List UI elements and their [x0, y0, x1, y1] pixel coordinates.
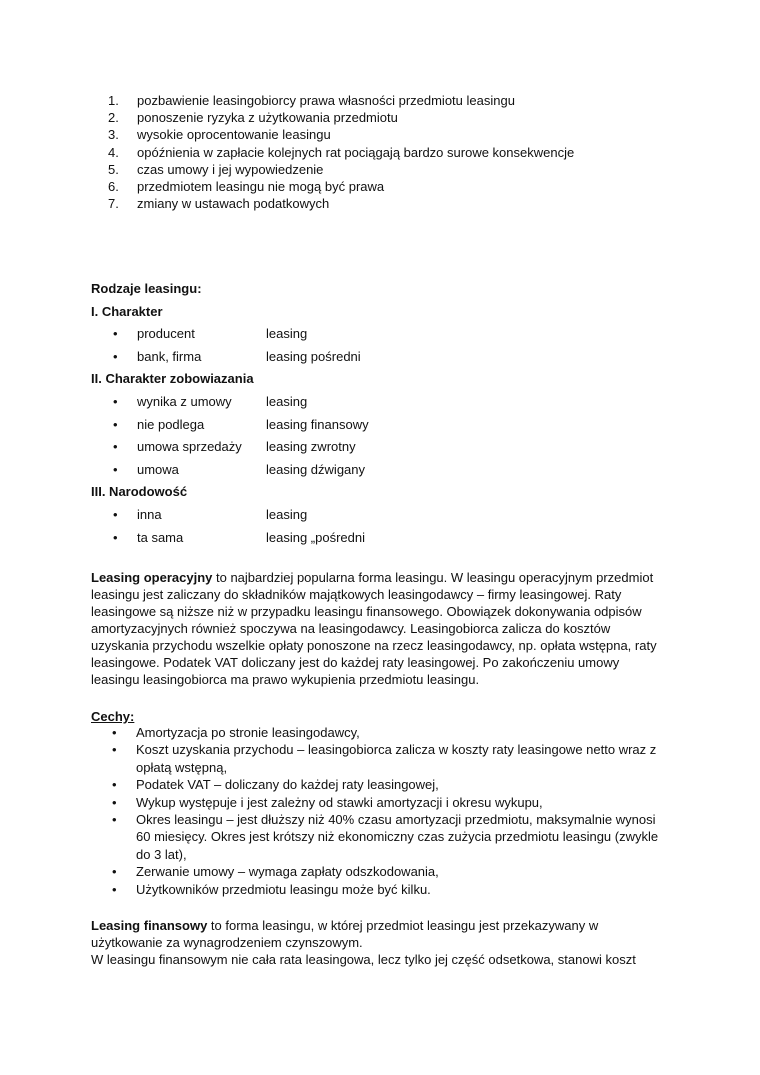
bullet: •: [112, 812, 117, 828]
term-financial: Leasing finansowy: [91, 918, 208, 933]
features-list: [112, 724, 672, 898]
type-row: • ta sama leasing „pośredni: [113, 529, 366, 545]
bullet: •: [112, 725, 117, 740]
bullet: •: [112, 881, 117, 897]
list-item: 7. zmiany w ustawach podatkowych: [108, 196, 330, 212]
list-item: 2. ponoszenie ryzyka z użytkowania przedmiotu: [108, 110, 398, 126]
list-item: 5. czas umowy i jej wypowiedzenie: [108, 161, 324, 177]
type-row: • wynika z umowy leasing: [113, 393, 308, 409]
list-item: • Podatek VAT – doliczany do każdej raty leasingowej,: [112, 777, 439, 793]
type-row: • producent leasing: [113, 326, 308, 342]
operating-leasing-paragraph: Leasing operacyjny to najbardziej popularna forma leasingu. W leasingu operacyjnym przedmiot leasingu jest zaliczany do składników majątkowych leasingodawcy – firmy leasingowej. Raty leasingowe są niższe niż w przypadku leasingu finansowego. Obowiązek dokonywania odpisów amortyzacyjnych również spoczywa na leasingodawcy. Leasingobiorca zalicza do kosztów uzyskania przychodu wszelkie opłaty ponoszone na rzecz leasingodawcy, np. opłata wstępna, raty leasingowe. Podatek VAT doliczany jest do każdej raty leasingowej. Po zakończeniu umowy leasingu leasingobiorca ma prawo wykupienia przedmiotu leasingu.: [91, 570, 657, 687]
type-row: • umowa sprzedaży leasing zwrotny: [113, 439, 356, 455]
list-item: • Użytkowników przedmiotu leasingu może być kilku.: [112, 881, 431, 897]
bullet: •: [112, 742, 117, 758]
financial-leasing-paragraph: Leasing finansowy to forma leasingu, w której przedmiot leasingu jest przekazywany w użytkowanie za wynagrodzeniem czynszowym. W leasingu finansowym nie cała rata leasingowa, lecz tylko jej część odsetkowa, stanowi koszt: [91, 918, 636, 967]
list-item: 4. opóźnienia w zapłacie kolejnych rat pociągają bardzo surowe konsekwencje: [108, 144, 575, 160]
list-item: 3. wysokie oprocentowanie leasingu: [108, 127, 331, 143]
group-heading: I. Charakter: [91, 303, 163, 319]
group-heading: III. Narodowość: [91, 484, 188, 500]
bullet: •: [113, 326, 118, 342]
bullet: •: [113, 439, 118, 455]
leasing-types-section: [91, 280, 691, 551]
section-title: Rodzaje leasingu:: [91, 281, 202, 296]
bullet: •: [112, 777, 117, 793]
type-row: • umowa leasing dźwigany: [113, 461, 366, 477]
list-item: • Amortyzacja po stronie leasingodawcy,: [112, 725, 360, 740]
list-item: • Okres leasingu – jest dłuższy niż 40% czasu amortyzacji przedmiotu, maksymalnie wynosi 60 miesięcy. Okres jest krótszy niż ekonomiczny czas zużycia przedmiotu leasingu (zwykle do 3 lat),: [112, 812, 659, 862]
list-item: 6. przedmiotem leasingu nie mogą być prawa: [108, 178, 385, 194]
list-item: • Wykup występuje i jest zależny od stawki amortyzacji i okresu wykupu,: [112, 794, 543, 810]
bullet: •: [112, 794, 117, 810]
bullet: •: [113, 506, 118, 522]
term-operating: Leasing operacyjny: [91, 570, 213, 585]
bullet: •: [113, 416, 118, 432]
bullet: •: [113, 393, 118, 409]
bullet: •: [113, 348, 118, 364]
group-heading: II. Charakter zobowiazania: [91, 371, 254, 387]
list-item: • Zerwanie umowy – wymaga zapłaty odszkodowania,: [112, 864, 439, 880]
bullet: •: [113, 529, 118, 545]
bullet: •: [112, 864, 117, 880]
type-row: • nie podlega leasing finansowy: [113, 416, 369, 432]
type-row: • bank, firma leasing pośredni: [113, 348, 361, 364]
disadvantages-list: [108, 92, 574, 212]
bullet: •: [113, 461, 118, 477]
list-item: 1. pozbawienie leasingobiorcy prawa własności przedmiotu leasingu: [108, 93, 515, 108]
type-row: • inna leasing: [113, 506, 308, 522]
list-item: • Koszt uzyskania przychodu – leasingobiorca zalicza w koszty raty leasingowe netto wraz z opłatą wstępną,: [112, 742, 657, 775]
features-title: Cechy:: [91, 709, 135, 724]
